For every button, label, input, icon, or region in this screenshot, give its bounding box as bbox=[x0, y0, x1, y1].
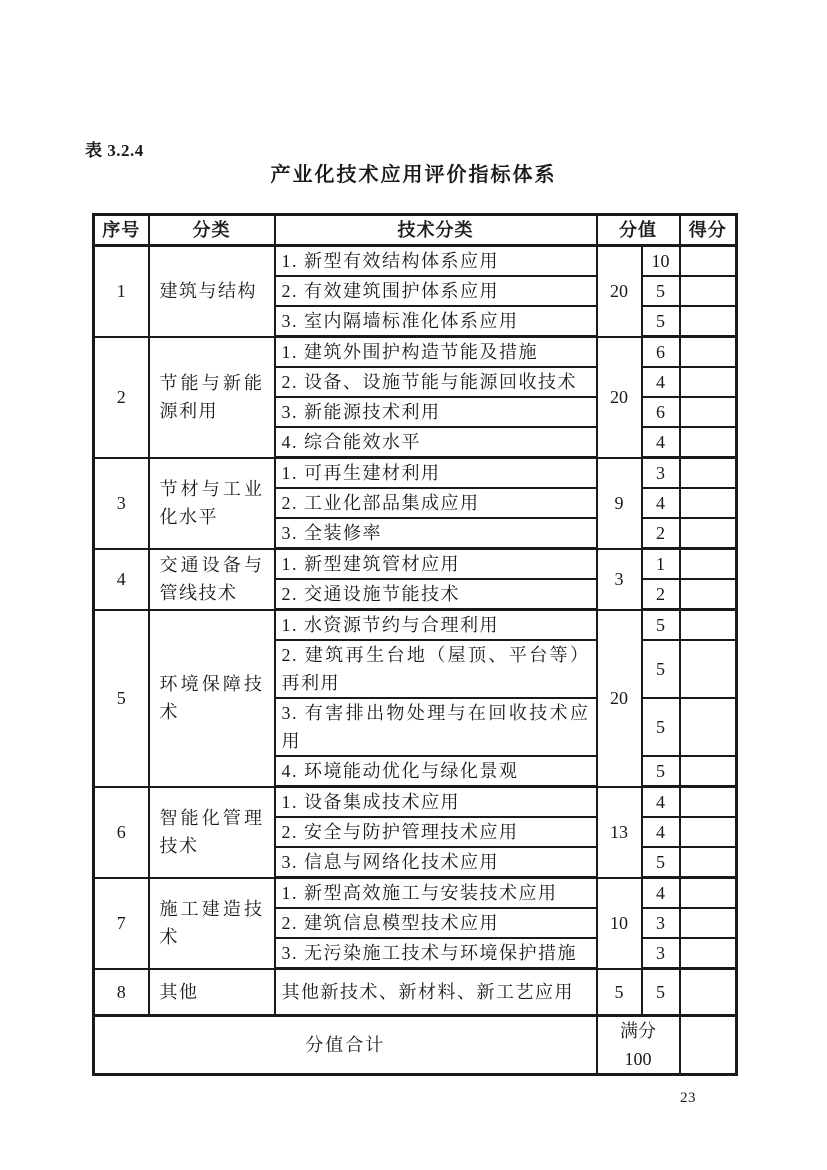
serial-cell: 7 bbox=[94, 878, 149, 969]
obtained-score-cell bbox=[680, 640, 737, 698]
total-label-cell: 分值合计 bbox=[94, 1016, 597, 1075]
tech-item-cell: 3. 无污染施工技术与环境保护措施 bbox=[275, 938, 597, 969]
tech-item-cell: 3. 信息与网络化技术应用 bbox=[275, 847, 597, 878]
obtained-score-cell bbox=[680, 756, 737, 787]
tech-item-cell: 1. 新型高效施工与安装技术应用 bbox=[275, 878, 597, 909]
item-score-cell: 5 bbox=[642, 698, 680, 756]
category-cell: 其他 bbox=[149, 969, 275, 1016]
table-total-row bbox=[94, 1016, 737, 1075]
item-score-cell: 4 bbox=[642, 817, 680, 847]
page-title: 产业化技术应用评价指标体系 bbox=[270, 164, 557, 186]
item-score-cell: 10 bbox=[642, 246, 680, 277]
serial-cell: 6 bbox=[94, 787, 149, 878]
obtained-score-cell bbox=[680, 458, 737, 489]
obtained-score-cell bbox=[680, 427, 737, 458]
obtained-score-cell bbox=[680, 878, 737, 909]
category-cell: 施工建造技术 bbox=[149, 878, 275, 969]
item-score-cell: 2 bbox=[642, 579, 680, 610]
serial-cell: 8 bbox=[94, 969, 149, 1016]
obtained-score-cell bbox=[680, 367, 737, 397]
obtained-score-cell bbox=[680, 1016, 737, 1075]
group-score-cell: 20 bbox=[597, 337, 642, 458]
page-number: 23 bbox=[680, 1090, 696, 1106]
item-score-cell: 3 bbox=[642, 458, 680, 489]
tech-item-cell: 2. 设备、设施节能与能源回收技术 bbox=[275, 367, 597, 397]
tech-item-cell: 1. 可再生建材利用 bbox=[275, 458, 597, 489]
tech-item-cell: 2. 安全与防护管理技术应用 bbox=[275, 817, 597, 847]
table-row bbox=[94, 549, 737, 580]
item-score-cell: 3 bbox=[642, 938, 680, 969]
item-score-cell: 5 bbox=[642, 756, 680, 787]
tech-item-cell: 1. 建筑外围护构造节能及措施 bbox=[275, 337, 597, 368]
table-row bbox=[94, 458, 737, 489]
tech-item-cell: 2. 建筑信息模型技术应用 bbox=[275, 908, 597, 938]
item-score-cell: 4 bbox=[642, 878, 680, 909]
table-header-row bbox=[94, 215, 737, 246]
group-score-cell: 5 bbox=[597, 969, 642, 1016]
tech-item-cell: 1. 水资源节约与合理利用 bbox=[275, 610, 597, 641]
item-score-cell: 5 bbox=[642, 847, 680, 878]
obtained-score-cell bbox=[680, 610, 737, 641]
obtained-score-cell bbox=[680, 397, 737, 427]
serial-cell: 1 bbox=[94, 246, 149, 337]
tech-item-cell: 4. 综合能效水平 bbox=[275, 427, 597, 458]
table-row bbox=[94, 969, 737, 1016]
obtained-score-cell bbox=[680, 787, 737, 818]
item-score-cell: 3 bbox=[642, 908, 680, 938]
header-obtained: 得分 bbox=[680, 215, 737, 246]
obtained-score-cell bbox=[680, 698, 737, 756]
group-score-cell: 3 bbox=[597, 549, 642, 610]
obtained-score-cell bbox=[680, 969, 737, 1016]
item-score-cell: 6 bbox=[642, 397, 680, 427]
tech-item-cell: 2. 交通设施节能技术 bbox=[275, 579, 597, 610]
full-score-value: 100 bbox=[624, 1049, 652, 1069]
item-score-cell: 4 bbox=[642, 427, 680, 458]
serial-cell: 3 bbox=[94, 458, 149, 549]
category-cell: 环境保障技术 bbox=[149, 610, 275, 787]
item-score-cell: 2 bbox=[642, 518, 680, 549]
tech-item-cell: 1. 新型建筑管材应用 bbox=[275, 549, 597, 580]
item-score-cell: 5 bbox=[642, 306, 680, 337]
category-cell: 节材与工业化水平 bbox=[149, 458, 275, 549]
group-score-cell: 13 bbox=[597, 787, 642, 878]
table-label: 表 3.2.4 bbox=[85, 141, 144, 160]
item-score-cell: 4 bbox=[642, 488, 680, 518]
obtained-score-cell bbox=[680, 246, 737, 277]
table-row bbox=[94, 610, 737, 641]
tech-item-cell: 2. 有效建筑围护体系应用 bbox=[275, 276, 597, 306]
obtained-score-cell bbox=[680, 306, 737, 337]
table-row bbox=[94, 878, 737, 909]
tech-item-cell: 3. 有害排出物处理与在回收技术应用 bbox=[275, 698, 597, 756]
category-cell: 节能与新能源利用 bbox=[149, 337, 275, 458]
tech-item-cell: 1. 设备集成技术应用 bbox=[275, 787, 597, 818]
obtained-score-cell bbox=[680, 276, 737, 306]
serial-cell: 5 bbox=[94, 610, 149, 787]
category-cell: 智能化管理技术 bbox=[149, 787, 275, 878]
group-score-cell: 9 bbox=[597, 458, 642, 549]
full-score-text: 满分 bbox=[620, 1021, 656, 1041]
obtained-score-cell bbox=[680, 488, 737, 518]
obtained-score-cell bbox=[680, 908, 737, 938]
obtained-score-cell bbox=[680, 938, 737, 969]
obtained-score-cell bbox=[680, 549, 737, 580]
obtained-score-cell bbox=[680, 847, 737, 878]
header-score: 分值 bbox=[597, 215, 680, 246]
header-tech-category: 技术分类 bbox=[275, 215, 597, 246]
group-score-cell: 20 bbox=[597, 246, 642, 337]
header-category: 分类 bbox=[149, 215, 275, 246]
item-score-cell: 5 bbox=[642, 276, 680, 306]
item-score-cell: 1 bbox=[642, 549, 680, 580]
item-score-cell: 4 bbox=[642, 367, 680, 397]
item-score-cell: 6 bbox=[642, 337, 680, 368]
full-score-cell bbox=[597, 1016, 680, 1075]
item-score-cell: 4 bbox=[642, 787, 680, 818]
obtained-score-cell bbox=[680, 817, 737, 847]
item-score-cell: 5 bbox=[642, 610, 680, 641]
group-score-cell: 20 bbox=[597, 610, 642, 787]
tech-item-cell: 3. 全装修率 bbox=[275, 518, 597, 549]
tech-item-cell: 2. 建筑再生台地（屋顶、平台等）再利用 bbox=[275, 640, 597, 698]
item-score-cell: 5 bbox=[642, 640, 680, 698]
obtained-score-cell bbox=[680, 518, 737, 549]
tech-item-cell: 2. 工业化部品集成应用 bbox=[275, 488, 597, 518]
group-score-cell: 10 bbox=[597, 878, 642, 969]
serial-cell: 4 bbox=[94, 549, 149, 610]
table-row bbox=[94, 787, 737, 818]
table-row bbox=[94, 337, 737, 368]
tech-item-cell: 其他新技术、新材料、新工艺应用 bbox=[275, 969, 597, 1016]
tech-item-cell: 1. 新型有效结构体系应用 bbox=[275, 246, 597, 277]
evaluation-table bbox=[92, 213, 738, 1076]
tech-item-cell: 3. 新能源技术利用 bbox=[275, 397, 597, 427]
tech-item-cell: 3. 室内隔墙标准化体系应用 bbox=[275, 306, 597, 337]
serial-cell: 2 bbox=[94, 337, 149, 458]
obtained-score-cell bbox=[680, 337, 737, 368]
category-cell: 建筑与结构 bbox=[149, 246, 275, 337]
tech-item-cell: 4. 环境能动优化与绿化景观 bbox=[275, 756, 597, 787]
item-score-cell: 5 bbox=[642, 969, 680, 1016]
category-cell: 交通设备与管线技术 bbox=[149, 549, 275, 610]
header-serial: 序号 bbox=[94, 215, 149, 246]
table-row bbox=[94, 246, 737, 277]
obtained-score-cell bbox=[680, 579, 737, 610]
